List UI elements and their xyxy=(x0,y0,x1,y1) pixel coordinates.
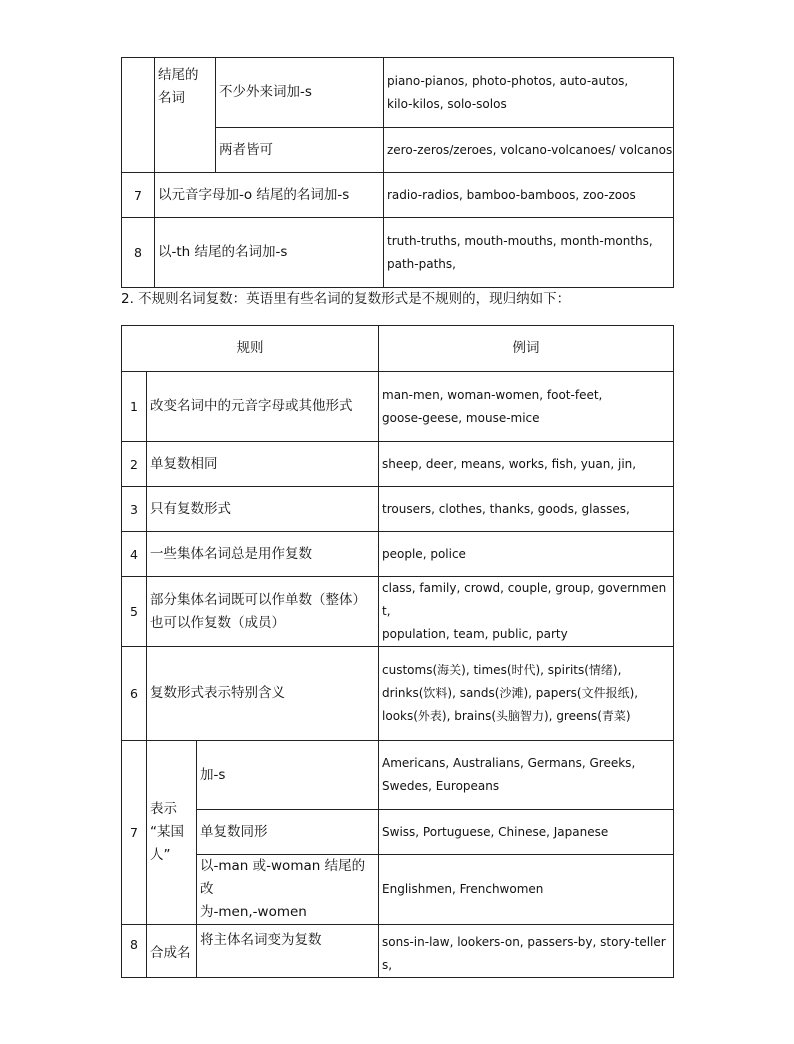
row-number: 1 xyxy=(122,372,147,442)
row-number: 7 xyxy=(122,741,147,925)
row-number: 2 xyxy=(122,442,147,487)
rule-cell xyxy=(147,372,379,442)
examples-cell xyxy=(384,58,674,128)
row-number: 5 xyxy=(122,577,147,647)
examples-cell xyxy=(379,372,674,442)
table-row xyxy=(122,925,674,978)
example-line: drinks(饮料), sands(沙滩), papers(文件报纸), xyxy=(382,686,639,700)
examples-cell xyxy=(379,647,674,741)
table-row xyxy=(122,487,674,532)
example-line: population, team, public, party xyxy=(382,627,568,641)
header-example: 例词 xyxy=(379,326,674,372)
row-number: 7 xyxy=(122,173,155,218)
example-line: Americans, Australians, Germans, Greeks, xyxy=(382,756,636,770)
row-number: 8 xyxy=(122,925,147,978)
rule-line: 改变名词中的元音字母或其他形式 xyxy=(150,398,353,414)
row-number: 6 xyxy=(122,647,147,741)
table-header-row xyxy=(122,326,674,372)
examples-cell: zero-zeros/zeroes, volcano-volcanoes/ volcanos xyxy=(384,128,674,173)
examples-cell: people, police xyxy=(379,532,674,577)
table-row xyxy=(122,218,674,288)
rule-line: 也可以作复数（成员） xyxy=(150,614,285,631)
example-line: kilo-kilos, solo-solos xyxy=(387,96,507,111)
example-line: class, family, crowd, couple, group, government, xyxy=(382,581,667,618)
sub-rule-cell: 单复数同形 xyxy=(197,810,379,855)
example-line: looks(外表), brains(头脑智力), greens(青菜) xyxy=(382,709,631,723)
examples-cell: radio-radios, bamboo-bamboos, zoo-zoos xyxy=(384,173,674,218)
row-number: 8 xyxy=(122,218,155,288)
rule-cell: 一些集体名词总是用作复数 xyxy=(147,532,379,577)
table-row xyxy=(122,855,674,925)
row-number-cell xyxy=(122,58,155,173)
row-number: 4 xyxy=(122,532,147,577)
examples-cell xyxy=(384,218,674,288)
table-row xyxy=(122,810,674,855)
category-cell xyxy=(147,741,197,925)
table-row xyxy=(122,532,674,577)
examples-cell: sheep, deer, means, works, fish, yuan, jin, xyxy=(379,442,674,487)
rule-line: 部分集体名词既可以作单数（整体） xyxy=(150,591,366,608)
sub-rule-cell xyxy=(197,855,379,925)
header-rule: 规则 xyxy=(122,326,379,372)
rule-cell: 复数形式表示特别含义 xyxy=(147,647,379,741)
rule-cell: 只有复数形式 xyxy=(147,487,379,532)
category-line: 名词 xyxy=(158,90,185,106)
section-intro: 2. 不规则名词复数：英语里有些名词的复数形式是不规则的，现归纳如下： xyxy=(121,291,571,307)
table-row xyxy=(122,442,674,487)
irregular-plurals-table xyxy=(121,325,674,978)
example-line: goose-geese, mouse-mice xyxy=(382,410,540,425)
category-line: 人” xyxy=(150,847,171,863)
table-row xyxy=(122,577,674,647)
examples-cell xyxy=(379,577,674,647)
examples-cell: Swiss, Portuguese, Chinese, Japanese xyxy=(379,810,674,855)
row-number: 3 xyxy=(122,487,147,532)
sub-rule-cell: 两者皆可 xyxy=(216,128,384,173)
examples-cell: trousers, clothes, thanks, goods, glasses, xyxy=(379,487,674,532)
table-row xyxy=(122,372,674,442)
examples-cell: Englishmen, Frenchwomen xyxy=(379,855,674,925)
table-row xyxy=(122,58,674,128)
category-line: 表示 xyxy=(150,801,177,817)
rule-line: 为-men,-women xyxy=(200,904,307,920)
sub-rule-cell: 不少外来词加-s xyxy=(216,58,384,128)
examples-cell: sons-in-law, lookers-on, passers-by, story-tellers, xyxy=(379,925,674,978)
example-line: path-paths, xyxy=(387,256,456,271)
sub-rule-cell: 加-s xyxy=(197,741,379,810)
example-line: man-men, woman-women, foot-feet, xyxy=(382,387,603,402)
example-line: truth-truths, mouth-mouths, month-months, xyxy=(387,233,653,248)
example-line: Swedes, Europeans xyxy=(382,779,500,793)
category-line: 结尾的 xyxy=(158,67,199,83)
rule-line: 以-man 或-woman 结尾的改 xyxy=(200,858,366,897)
plural-rules-table-continued xyxy=(121,57,674,288)
category-line: “某国 xyxy=(150,824,184,840)
example-line: piano-pianos, photo-photos, auto-autos, xyxy=(387,73,629,88)
table-row xyxy=(122,647,674,741)
rule-cell: 单复数相同 xyxy=(147,442,379,487)
table-row xyxy=(122,173,674,218)
example-line: customs(海关), times(时代), spirits(情绪), xyxy=(382,663,622,677)
rule-cell xyxy=(147,577,379,647)
category-cell xyxy=(155,58,216,173)
table-row xyxy=(122,741,674,810)
rule-cell: 以-th 结尾的名词加-s xyxy=(155,218,384,288)
rule-cell: 将主体名词变为复数 xyxy=(197,925,379,978)
category-cell: 合成名 xyxy=(147,925,197,978)
rule-cell: 以元音字母加-o 结尾的名词加-s xyxy=(155,173,384,218)
examples-cell xyxy=(379,741,674,810)
